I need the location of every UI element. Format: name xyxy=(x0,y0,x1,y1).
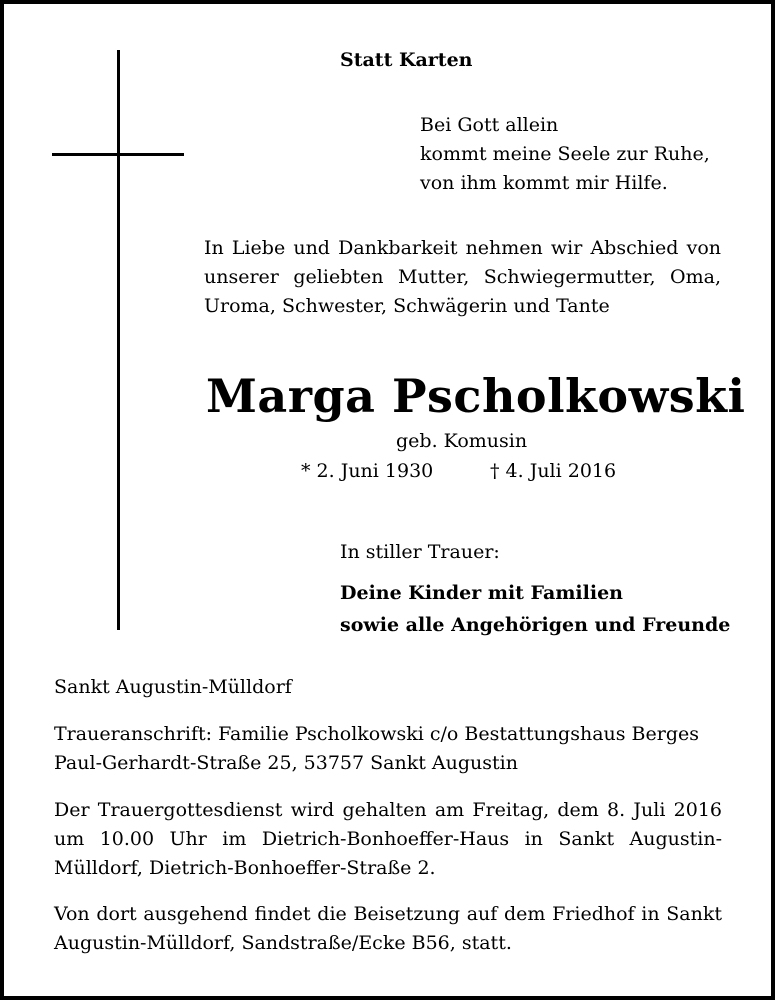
signers xyxy=(340,577,730,641)
mourning-address xyxy=(54,720,699,778)
cross-icon xyxy=(117,50,120,630)
verse-line: kommt meine Seele zur Ruhe, xyxy=(420,143,710,165)
signer-line: Deine Kinder mit Familien xyxy=(340,582,623,604)
notice-header: Statt Karten xyxy=(340,49,473,71)
cross-icon-bar xyxy=(52,153,184,156)
mourning-label: In stiller Trauer: xyxy=(340,541,500,563)
service-info xyxy=(54,796,722,883)
burial-info xyxy=(54,900,722,958)
verse-line: Bei Gott allein xyxy=(420,114,559,136)
intro-line: unserer geliebten Mutter, Schwiegermutter, Oma, xyxy=(204,266,721,288)
death-date: † 4. Juli 2016 xyxy=(490,460,617,482)
service-line: Der Trauergottesdienst wird gehalten am Freitag, dem 8. Juli 2016 xyxy=(54,799,722,821)
service-line: Mülldorf, Dietrich-Bonhoeffer-Straße 2. xyxy=(54,857,436,879)
address-line: Paul-Gerhardt-Straße 25, 53757 Sankt Augustin xyxy=(54,752,518,774)
intro-line: Uroma, Schwester, Schwägerin und Tante xyxy=(204,295,610,317)
maiden-name: geb. Komusin xyxy=(396,430,528,452)
deceased-name: Marga Pscholkowski xyxy=(206,369,746,423)
intro-line: In Liebe und Dankbarkeit nehmen wir Abschied von xyxy=(204,237,721,259)
verse-line: von ihm kommt mir Hilfe. xyxy=(420,172,668,194)
burial-line: Von dort ausgehend findet die Beisetzung auf dem Friedhof in Sankt xyxy=(54,903,722,925)
signer-line: sowie alle Angehörigen und Freunde xyxy=(340,614,731,636)
bible-verse xyxy=(420,111,710,198)
intro-text xyxy=(204,234,721,321)
address-line: Traueranschrift: Familie Pscholkowski c/o Bestattungshaus Berges xyxy=(54,723,700,745)
burial-line: Augustin-Mülldorf, Sandstraße/Ecke B56, statt. xyxy=(54,932,512,954)
place: Sankt Augustin-Mülldorf xyxy=(54,676,292,698)
service-line: um 10.00 Uhr im Dietrich-Bonhoeffer-Haus in Sankt Augustin- xyxy=(54,828,722,850)
birth-date: * 2. Juni 1930 xyxy=(301,460,434,482)
